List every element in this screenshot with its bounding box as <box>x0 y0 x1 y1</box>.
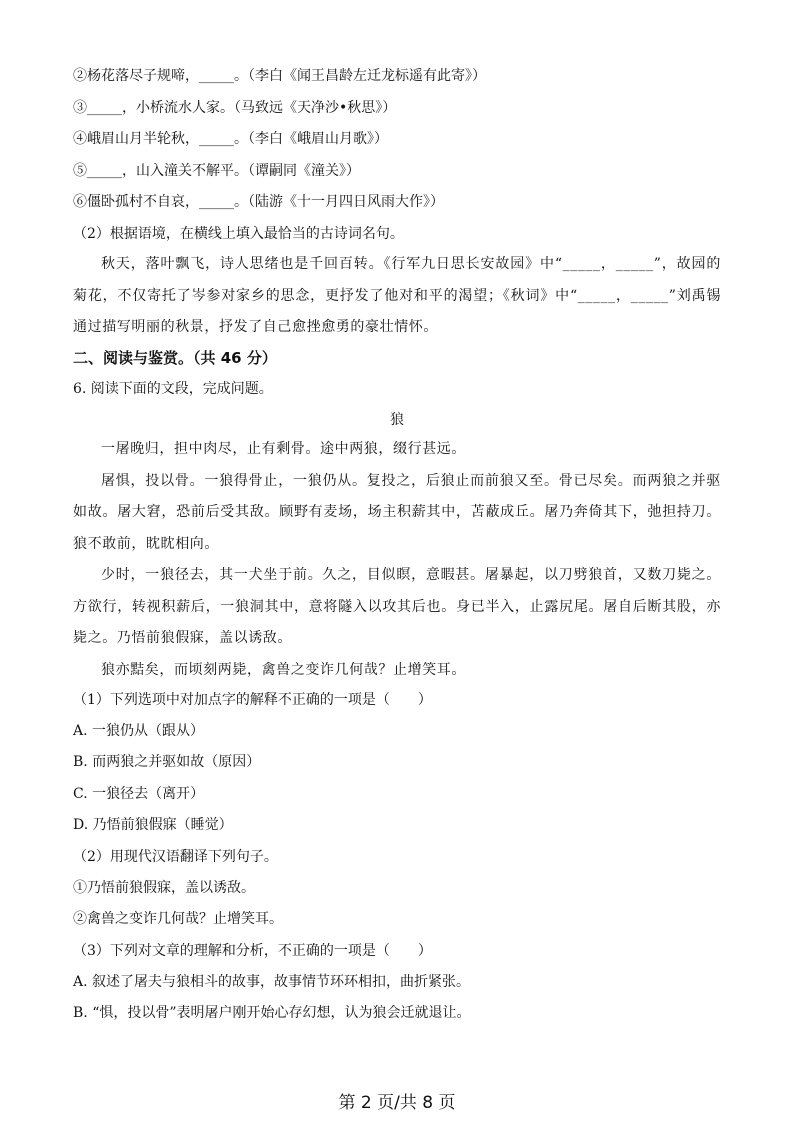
passage-paragraph-2: 屠惧，投以骨。一狼得骨止，一狼仍从。复投之，后狼止而前狼又至。骨已尽矣。而两狼之并驱如故。屠大窘，恐前后受其敌。顾野有麦场，场主积薪其中，苫蔽成丘。屠乃奔倚其下，弛担持刀。狼不敢前，眈眈相向。 <box>73 472 721 552</box>
passage-paragraph-4: 狼亦黠矣，而顷刻两毙，禽兽之变诈几何哉？止增笑耳。 <box>101 661 466 678</box>
q2-paragraph-block <box>73 249 721 344</box>
passage-paragraph-3: 少时，一狼径去，其一犬坐于前。久之，目似瞑，意暇甚。屠暴起，以刀劈狼首，又数刀毙之。方欲行，转视积薪后，一狼洞其中，意将隧入以攻其后也。身已半入，止露尻尾。屠自后断其股，亦毙之。乃悟前狼假寐，盖以诱敌。 <box>73 567 721 646</box>
poem-line-3: ③_____，小桥流水人家。（马致远《天净沙•秋思》） <box>73 100 397 116</box>
q2-instruction: （2）根据语境，在横线上填入最恰当的古诗词名句。 <box>73 226 404 242</box>
q6-1-option-a: A. 一狼仍从（跟从） <box>73 723 205 739</box>
poem-line-4: ④峨眉山月半轮秋，_____。（李白《峨眉山月歌》） <box>73 131 388 147</box>
q6-1-option-b: B. 而两狼之并驱如故（原因） <box>73 754 261 770</box>
page-footer: 第 2 页/共 8 页 <box>338 1093 456 1113</box>
q6-3-stem: （3）下列对文章的理解和分析，不正确的一项是（ ） <box>73 943 432 959</box>
q6-2-stem: （2）用现代汉语翻译下列句子。 <box>73 849 278 865</box>
passage-body <box>73 434 721 686</box>
q6-1-stem: （1）下列选项中对加点字的解释不正确的一项是（ ） <box>73 692 432 708</box>
poem-line-2: ②杨花落尽子规啼，_____。（李白《闻王昌龄左迁龙标遥有此寄》） <box>73 68 486 84</box>
poem-line-6: ⑥僵卧孤村不自哀，_____。（陆游《十一月四日风雨大作》） <box>73 194 444 210</box>
q6-intro: 6. 阅读下面的文段，完成问题。 <box>73 381 273 397</box>
passage-title: 狼 <box>390 412 404 428</box>
q6-1-option-c: C. 一狼径去（离开） <box>73 786 205 802</box>
q6-3-option-b: B. “惧，投以骨”表明屠户刚开始心存幻想，认为狼会迁就退让。 <box>73 1005 471 1021</box>
q6-2-item-2: ②禽兽之变诈几何哉？止增笑耳。 <box>73 911 283 927</box>
q6-1-option-d: D. 乃悟前狼假寐（睡觉） <box>73 817 233 833</box>
poem-line-5: ⑤_____，山入潼关不解平。（谭嗣同《潼关》） <box>73 163 360 179</box>
q6-3-option-a: A. 叙述了屠夫与狼相斗的故事，故事情节环环相扣，曲折紧张。 <box>73 974 471 990</box>
section-2-title: 二、阅读与鉴赏。（共 46 分） <box>73 349 277 367</box>
passage-paragraph-1: 一屠晚归，担中肉尽，止有剩骨。途中两狼，缀行甚远。 <box>101 441 466 457</box>
q6-2-item-1: ①乃悟前狼假寐，盖以诱敌。 <box>73 880 255 896</box>
q2-paragraph: 秋天，落叶飘飞，诗人思绪也是千回百转。《行军九日思长安故园》中“_____，_____”，故园的菊花，不仅寄托了岑参对家乡的思念，更抒发了他对和平的渴望；《秋词》中“_____，_____”刘禹锡通过描写明丽的秋景，抒发了自己愈挫愈勇的豪壮情怀。 <box>73 256 721 335</box>
